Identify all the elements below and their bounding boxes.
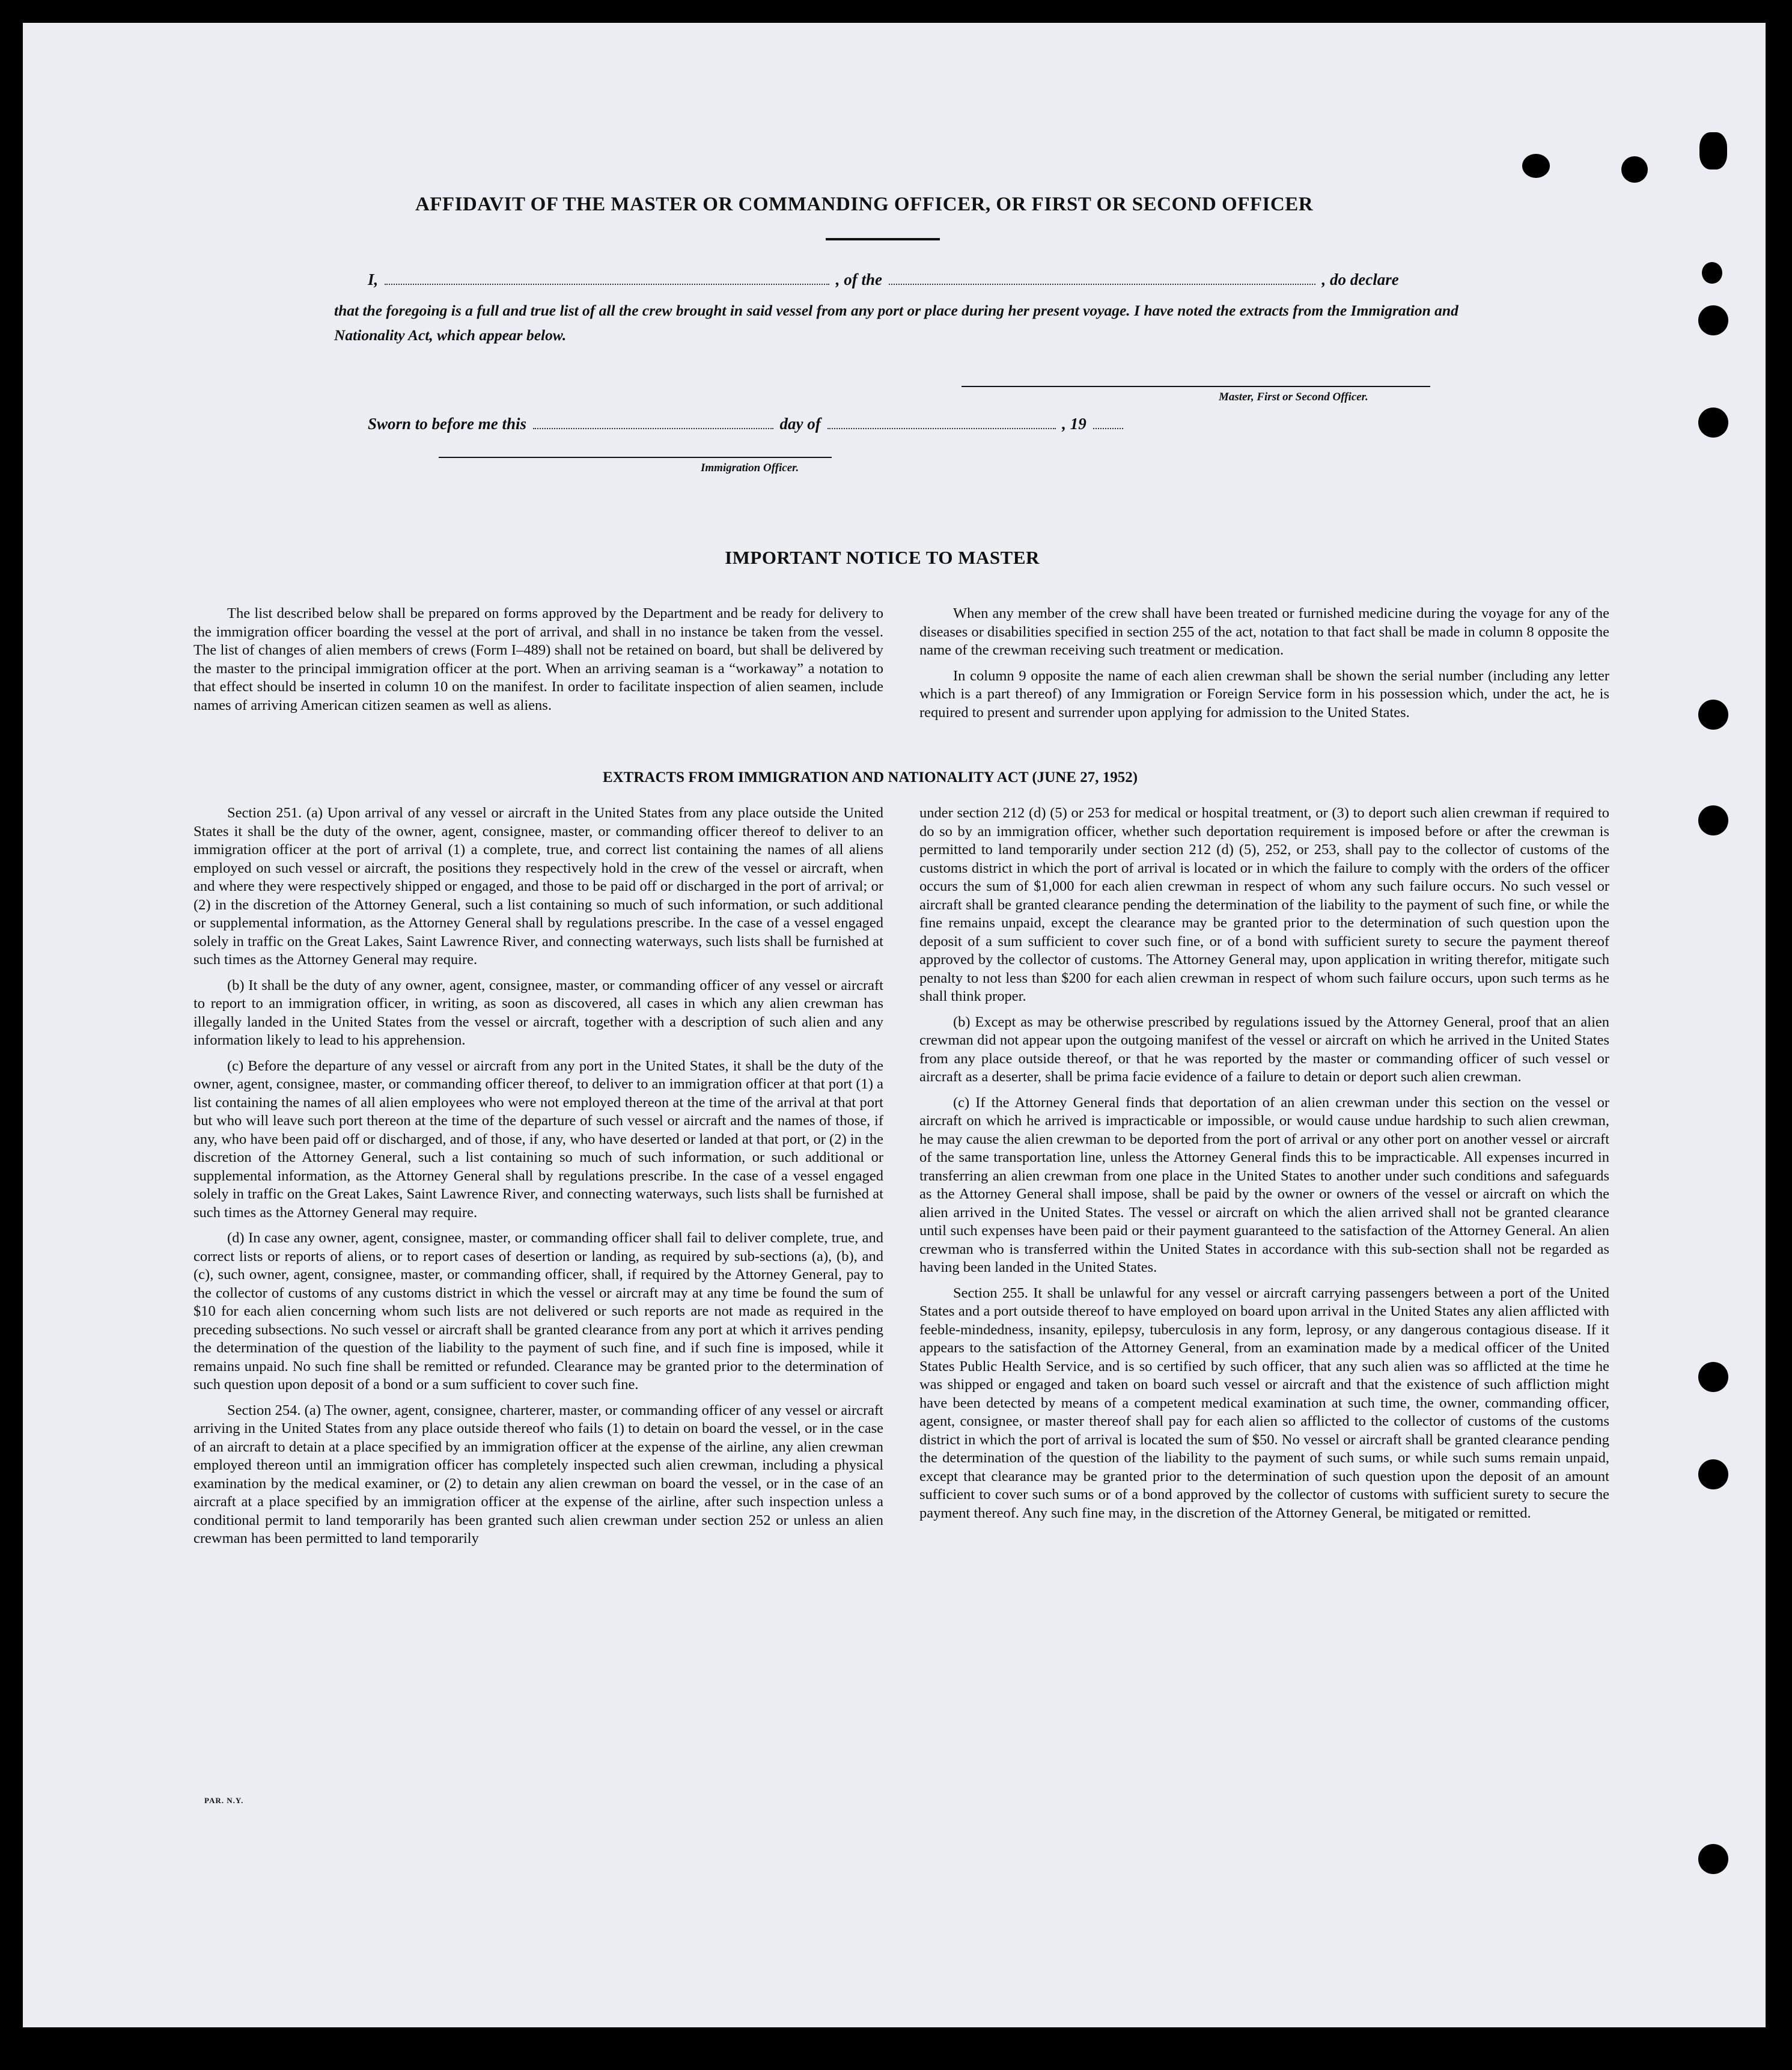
declare-label: , do declare bbox=[1321, 270, 1399, 289]
extracts-left-column bbox=[194, 804, 883, 1556]
notice-title: IMPORTANT NOTICE TO MASTER bbox=[725, 547, 1040, 568]
i-label: I, bbox=[368, 270, 379, 289]
extract-paragraph: Section 254. (a) The owner, agent, consignee, charterer, master, or commanding officer of any vessel or aircraft arriving in the United States from any place outside thereof who fails (1) to detain on board the vessel, or in the case of an aircraft to detain at a place specified by an immigration officer at the expense of the airline, any alien crewman employed thereon until an immigration officer has completely inspected such alien crewman, including a physical examination by the medical examiner, or (2) to detain any alien crewman on board the vessel, or in the case of an aircraft at a place specified by an immigration officer at the expense of the airline, after such inspection unless a conditional permit to land temporarily has been granted such alien crewman under section 252 or unless an alien crewman has been permitted to land temporarily bbox=[194, 1402, 883, 1546]
extract-paragraph: (c) Before the departure of any vessel or aircraft from any port in the United States, it shall be the duty of the owner, agent, consignee, master, or commanding officer thereof, to deliver to an immigration officer at that port (1) a list containing the names of all alien employees who were not employed thereon at the time of the arrival at that port but who will leave such port thereon at the time of the departure of such vessel or aircraft and the names of those, if any, who have been paid off or discharged, and of those, if any, who have deserted or landed at that port, or (2) in the discretion of the Attorney General, such a list containing so much of such information, or such additional or supplemental information, as the Attorney General shall by regulations prescribe. In the case of a vessel engaged solely in traffic on the Great Lakes, Saint Lawrence River, and connecting waterways, such lists shall be furnished at such times as the Attorney General may require. bbox=[194, 1057, 883, 1221]
sworn-year-field[interactable] bbox=[1093, 427, 1123, 429]
officer-signature-line[interactable] bbox=[439, 457, 832, 458]
notice-right-paragraph-2: In column 9 opposite the name of each alien crewman shall be shown the serial number (including any letter which is a part thereof) of any Immigration or Foreign Service form in his possession which, under the act, he is required to present and surrender upon applying for admission to the United States. bbox=[919, 667, 1609, 721]
extract-paragraph: Section 255. It shall be unlawful for any vessel or aircraft carrying passengers between a port of the United States and a port outside thereof to have employed on board upon arrival in the United States any alien afflicted with feeble-mindedness, insanity, epilepsy, tuberculosis in any form, leprosy, or any dangerous contagious disease. If it appears to the satisfaction of the Attorney General, from an examination made by a medical officer of the United States Public Health Service, and is so certified by such officer, that any such alien was so afflicted at the time he was shipped or engaged and taken on board such vessel or aircraft and that the existence of such affliction might have been detected by means of a competent medical examination at such time, the owner, commanding officer, agent, consignee, or master thereof shall pay for each alien so afflicted to the collector of customs of the customs district in which the port of arrival is located the sum of $50. No vessel or aircraft shall be granted clearance pending the determination of the question of the liability to the payment of such sums, or while such sums remain unpaid, except that clearance may be granted prior to the determination of such question upon the deposit of an amount sufficient to cover such sums or of a bond approved by the collector of customs with sufficient surety to secure the payment thereof. Any such fine may, in the discretion of the Attorney General, be mitigated or remitted. bbox=[919, 1284, 1609, 1521]
extract-paragraph: (d) In case any owner, agent, consignee, master, or commanding officer shall fail to deliver complete, true, and correct lists or reports of aliens, or to report cases of desertion or landing, as required by sub-sections (a), (b), and (c), such owner, agent, consignee, master, or commanding officer, shall, if required by the Attorney General, pay to the collector of customs of any customs district in which the vessel or aircraft may at any time be found the sum of $10 for each alien concerning whom such lists are not delivered or such reports are not made as required in the preceding subsections. No such vessel or aircraft shall be granted clearance from any port at which it arrives pending the determination of the question of the liability to the payment of such fine, and if such fine is imposed, while it remains unpaid. No such fine shall be remitted or refunded. Clearance may be granted prior to the determination of such question upon deposit of a bond or a sum sufficient to cover such fine. bbox=[194, 1230, 883, 1393]
name-field[interactable] bbox=[385, 283, 829, 285]
sworn-label: Sworn to before me this bbox=[368, 415, 527, 433]
of-the-label: , of the bbox=[835, 270, 883, 289]
sworn-line bbox=[368, 415, 1126, 433]
punch-hole bbox=[1698, 1459, 1728, 1489]
declaration-text: that the foregoing is a full and true list of all the crew brought in said vessel from any port or place during her present voyage. I have noted the extracts from the Immigration and Nationality Act, which appear below. bbox=[334, 302, 1458, 344]
master-signature-line[interactable] bbox=[962, 386, 1430, 387]
officer-caption: Immigration Officer. bbox=[701, 462, 799, 474]
sworn-day-field[interactable] bbox=[533, 427, 773, 429]
extract-paragraph: (b) It shall be the duty of any owner, agent, consignee, master, or commanding officer of any vessel or aircraft to report to an immigration officer, in writing, as soon as discovered, all cases in which any alien crewman has illegally landed in the United States from the vessel or aircraft, together with a description of such alien and any information likely to lead to his apprehension. bbox=[194, 977, 883, 1048]
affidavit-title: AFFIDAVIT OF THE MASTER OR COMMANDING OFFICER, OR FIRST OR SECOND OFFICER bbox=[415, 194, 1314, 215]
extracts-right-column bbox=[919, 804, 1609, 1530]
punch-hole bbox=[1698, 408, 1728, 438]
title-underline bbox=[826, 238, 940, 240]
document-page bbox=[23, 23, 1766, 2027]
punch-hole bbox=[1698, 1844, 1728, 1874]
punch-hole bbox=[1698, 1362, 1728, 1392]
punch-hole bbox=[1621, 156, 1648, 183]
notice-right-paragraph-1: When any member of the crew shall have been treated or furnished medicine during the voyage for any of the diseases or disabilities specified in section 255 of the act, notation to that fact shall be made in column 8 opposite the name of the crewman receiving such treatment or medication. bbox=[919, 605, 1609, 658]
notice-left-paragraph: The list described below shall be prepared on forms approved by the Department and be ready for delivery to the immigration officer boarding the vessel at the port of arrival, and shall in no instance be taken from the vessel. The list of changes of alien members of crews (Form I–489) shall not be retained on board, but shall be delivered by the master to the principal immigration officer at the port. When an arriving seaman is a “workaway” a notation to that effect should be inserted in column 10 on the manifest. In order to facilitate inspection of alien seamen, include names of arriving American citizen seamen as well as aliens. bbox=[194, 605, 883, 713]
extract-paragraph: under section 212 (d) (5) or 253 for medical or hospital treatment, or (3) to deport such alien crewman if required to do so by an immigration officer, whether such deportation requirement is imposed before or after the crewman is permitted to land temporarily under section 212 (d) (5), 252, or 253, shall pay to the collector of customs of the customs district in which the port of arrival is located or in which the failure to comply with the orders of the officer occurs the sum of $1,000 for each alien crewman in respect of whom any such failure occurs. No such vessel or aircraft shall be granted clearance pending the determination of the liability to the payment of such fine, or while the fine remains unpaid, except the clearance may be granted prior to the determination of such question upon the deposit of a sum sufficient to cover such fine, or of a bond with sufficient surety to secure the payment thereof approved by the collector of customs. The Attorney General may, upon application in writing therefor, mitigate such penalty to not less than $200 for each alien crewman in respect of whom such failure occurs, upon such terms as he shall think proper. bbox=[919, 805, 1609, 1004]
punch-hole bbox=[1522, 154, 1550, 178]
declaration-line bbox=[368, 270, 1399, 289]
vessel-field[interactable] bbox=[889, 283, 1315, 285]
extract-paragraph: (c) If the Attorney General finds that deportation of an alien crewman under this section on the vessel or aircraft on which he arrived is impracticable or impossible, or would cause undue hardship to such alien crewman, he may cause the alien crewman to be deported from the port of arrival or any other port on another vessel or aircraft of the same transportation line, unless the Attorney General finds this to be impracticable. All expenses incurred in transferring an alien crewman from one place in the United States to another under such conditions and safeguards as the Attorney General shall impose, shall be paid by the owner or owners of the vessel or aircraft on which the alien arrived in the United States. The vessel or aircraft on which the alien arrived shall not be granted clearance until such expenses have been paid or their payment guaranteed to the satisfaction of the Attorney General. An alien crewman who is transferred within the United States in accordance with this sub-section shall not be regarded as having been landed in the United States. bbox=[919, 1094, 1609, 1275]
notice-left-column bbox=[194, 605, 883, 722]
extracts-title: EXTRACTS FROM IMMIGRATION AND NATIONALITY ACT (JUNE 27, 1952) bbox=[602, 769, 1138, 786]
scan-edge bbox=[1766, 23, 1792, 2027]
notice-right-column bbox=[919, 605, 1609, 729]
extract-paragraph: Section 251. (a) Upon arrival of any vessel or aircraft in the United States from any place outside the United States it shall be the duty of the owner, agent, consignee, master, or commanding officer thereof to deliver to an immigration officer at the port of arrival (1) a complete, true, and correct list containing the names of all aliens employed on such vessel or aircraft, the positions they respectively hold in the crew of the vessel or aircraft, when and where they were respectively shipped or engaged, and those to be paid off or discharged in the port of arrival; or (2) in the discretion of the Attorney General, such a list containing so much of such information, or such additional or supplemental information, as the Attorney General shall by regulations prescribe. In the case of a vessel engaged solely in traffic on the Great Lakes, Saint Lawrence River, and connecting waterways, such lists shall be furnished at such times as the Attorney General may require. bbox=[194, 805, 883, 968]
punch-hole bbox=[1699, 132, 1727, 169]
punch-hole bbox=[1698, 805, 1728, 835]
punch-hole bbox=[1698, 700, 1728, 730]
extract-paragraph: (b) Except as may be otherwise prescribed by regulations issued by the Attorney General, proof that an alien crewman did not appear upon the outgoing manifest of the vessel or aircraft on which he arrived in the United States from any place outside thereof, or that he was reported by the master or commanding officer of such vessel or aircraft as a deserter, shall be prima facie evidence of a failure to detain or deport such alien crewman. bbox=[919, 1013, 1609, 1085]
year-label: , 19 bbox=[1062, 415, 1086, 433]
printer-mark: PAR. N.Y. bbox=[204, 1796, 244, 1805]
punch-hole bbox=[1698, 305, 1728, 335]
sworn-month-field[interactable] bbox=[827, 427, 1056, 429]
punch-hole bbox=[1702, 262, 1722, 284]
master-caption: Master, First or Second Officer. bbox=[1219, 391, 1368, 403]
day-of-label: day of bbox=[779, 415, 821, 433]
